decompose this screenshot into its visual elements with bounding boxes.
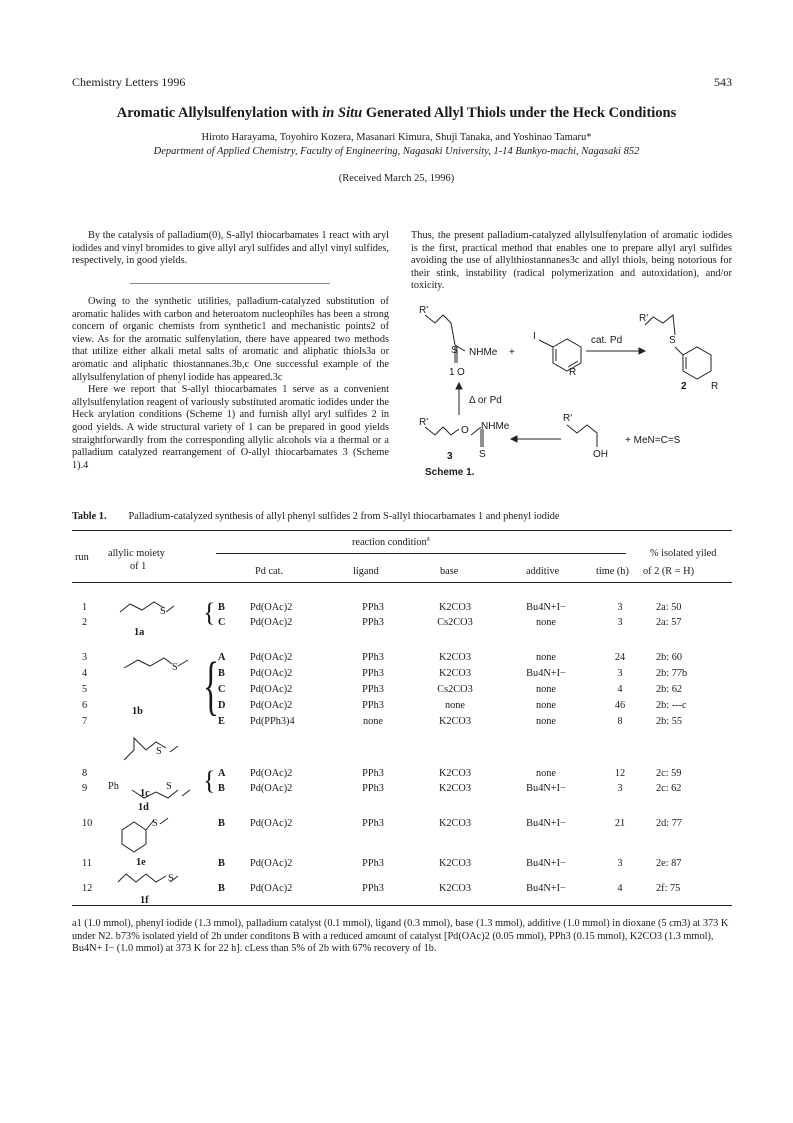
table-cell-additive: Bu4N+I− <box>526 883 566 894</box>
table-cell-yield: 2f: 75 <box>656 883 681 894</box>
sulfur-label: S <box>451 345 458 356</box>
compound-3-label: 3 <box>447 451 453 462</box>
condition-rule <box>216 553 626 554</box>
table-caption: Table 1. Palladium-catalyzed synthesis of allyl phenyl sulfides 2 from S-allyl thiocarbamates 1 and phenyl iodide <box>72 511 560 522</box>
abstract: By the catalysis of palladium(0), S-allyl thiocarbamates 1 react with aryl iodides and vinyl bromides to give allyl aryl sulfides and allyl vinyl sulfides, respectively, in good yields. <box>72 230 389 267</box>
table-cell-cond: A <box>218 652 226 663</box>
table-cell-pd: Pd(OAc)2 <box>250 700 293 711</box>
table-cell-additive: Bu4N+I− <box>526 858 566 869</box>
table-cell-ligand: none <box>362 716 383 727</box>
authors: Hiroto Harayama, Toyohiro Kozera, Masanari Kimura, Shuji Tanaka, and Yoshinao Tamaru* <box>201 132 592 143</box>
table-cell-base: Cs2CO3 <box>437 684 473 695</box>
table-cell-additive: Bu4N+I− <box>526 668 566 679</box>
table-cell-ligand: PPh3 <box>362 684 384 695</box>
table-cell-pd: Pd(OAc)2 <box>250 783 293 794</box>
table-cell-run: 4 <box>82 668 88 679</box>
table-cell-base: K2CO3 <box>438 652 472 663</box>
table-cell-ligand: PPh3 <box>362 652 384 663</box>
table-cell-ligand: PPh3 <box>362 783 384 794</box>
table-cell-pd: Pd(PPh3)4 <box>250 716 295 727</box>
moiety-label-1e: 1e <box>136 857 146 868</box>
table-cell-ligand: PPh3 <box>362 602 384 613</box>
hydroxyl-label: OH <box>593 449 608 460</box>
table-cell-pd: Pd(OAc)2 <box>250 858 293 869</box>
scheme-1 <box>411 305 732 495</box>
r-label: R <box>711 381 719 392</box>
table-cell-pd: Pd(OAc)2 <box>250 768 293 779</box>
table-cell-cond: B <box>218 783 225 794</box>
catalyst-label: cat. Pd <box>591 335 623 346</box>
table-cell-run: 12 <box>82 883 93 894</box>
compound-1-label: 1 <box>449 367 455 378</box>
phenyl-label: Ph <box>108 781 119 792</box>
table-cell-yield: 2c: 59 <box>656 768 682 779</box>
table-cell-ligand: PPh3 <box>362 617 384 628</box>
table-cell-additive: none <box>535 652 556 663</box>
table-cell-base: K2CO3 <box>438 883 472 894</box>
table-cell-run: 6 <box>82 700 88 711</box>
table-cell-cond: C <box>218 684 226 695</box>
table-cell-yield: 2a: 50 <box>656 602 682 613</box>
table-cell-time: 4 <box>617 684 623 695</box>
nhme-label: NHMe <box>481 421 510 432</box>
table-cell-yield: 2b: ---c <box>656 700 687 711</box>
table-cell-time: 8 <box>617 716 623 727</box>
table-cell-base: K2CO3 <box>438 602 472 613</box>
header-moiety: allylic moiety <box>108 548 165 559</box>
table-cell-yield: 2b: 62 <box>656 684 683 695</box>
table-cell-time: 21 <box>614 818 626 829</box>
sulfur-label: S <box>156 746 162 757</box>
table-cell-cond: B <box>218 602 225 613</box>
sulfur-label: S <box>669 335 676 346</box>
header-base: base <box>440 566 459 577</box>
table-cell-additive: none <box>535 716 556 727</box>
table-cell-time: 3 <box>617 602 623 613</box>
table-cell-ligand: PPh3 <box>362 700 384 711</box>
header-rule <box>72 582 732 583</box>
header-run: run <box>75 552 89 563</box>
table-bottom-rule <box>72 905 732 906</box>
delta-or-pd-label: Δ or Pd <box>469 395 502 406</box>
table-cell-time: 3 <box>617 783 623 794</box>
moiety-label-1b: 1b <box>132 706 143 717</box>
header-pd-cat: Pd cat. <box>255 566 284 577</box>
table-cell-pd: Pd(OAc)2 <box>250 602 293 613</box>
table-cell-cond: E <box>218 716 225 727</box>
body-paragraph-1: Owing to the synthetic utilities, palladium-catalyzed substitution of aromatic halides with carbon and heteroatom nucleophiles has been a strong concern of organic chemists from synthetic1 and mechanistic points2 of view. As for the aromatic sulfenylation, there have appeared two methods that utilize either alkali metal salts of aromatic and aliphatic thiols3a or aromatic and aliphatic thiostannanes.3b,c One successful example of the allylsulfenylation of phenyl iodide has appeared.3c <box>72 296 389 383</box>
header-yield: % isolated yiled <box>650 548 717 559</box>
table-cell-yield: 2b: 55 <box>656 716 683 727</box>
compound-2-label: 2 <box>681 381 687 392</box>
table-cell-time: 3 <box>617 858 623 869</box>
table-cell-time: 12 <box>614 768 626 779</box>
header-yield-of: of 2 (R = H) <box>643 566 694 577</box>
group-brace: { <box>203 766 216 795</box>
table-cell-cond: B <box>218 668 225 679</box>
table-cell-ligand: PPh3 <box>362 668 384 679</box>
table-cell-run: 5 <box>82 684 88 695</box>
table-cell-yield: 2a: 57 <box>656 617 682 628</box>
r-prime-label: R' <box>419 417 429 428</box>
table-cell-pd: Pd(OAc)2 <box>250 617 293 628</box>
table-cell-run: 7 <box>82 716 88 727</box>
table-cell-run: 10 <box>82 818 93 829</box>
moiety-label-1d: 1d <box>138 802 149 813</box>
table-cell-time: 4 <box>617 883 623 894</box>
table-cell-additive: Bu4N+I− <box>526 602 566 613</box>
table-cell-pd: Pd(OAc)2 <box>250 818 293 829</box>
table-cell-time: 3 <box>617 617 623 628</box>
table-cell-cond: C <box>218 617 226 628</box>
r-prime-label: R' <box>419 305 429 316</box>
received-date: (Received March 25, 1996) <box>338 173 455 184</box>
group-brace: { <box>203 598 216 627</box>
table-cell-cond: B <box>218 858 225 869</box>
header-reaction-condition: reaction condition$^a$ <box>352 534 430 548</box>
table-cell-time: 3 <box>617 668 623 679</box>
table-cell-additive: none <box>535 617 556 628</box>
table-cell-ligand: PPh3 <box>362 858 384 869</box>
table-cell-run: 1 <box>82 602 88 613</box>
table-cell-base: Cs2CO3 <box>437 617 473 628</box>
table-cell-cond: B <box>218 883 225 894</box>
body-right-column: Thus, the present palladium-catalyzed allylsulfenylation of aromatic iodides is the first, practical method that enables one to prepare allyl aryl sulfides avoiding the use of allylthiostannanes3c and allyl thiols, being notorious for their stink, instability (radical polymerization and autoxidation), and/or toxicity. <box>411 230 732 292</box>
byproduct-label: + MeN=C=S <box>625 435 681 446</box>
table-cell-base: K2CO3 <box>438 716 472 727</box>
sulfur-label: S <box>172 662 178 673</box>
table-cell-base: K2CO3 <box>438 668 472 679</box>
table-cell-pd: Pd(OAc)2 <box>250 883 293 894</box>
moiety-label-1a: 1a <box>134 627 145 638</box>
table-cell-base: K2CO3 <box>438 818 472 829</box>
table-footnote: a1 (1.0 mmol), phenyl iodide (1.3 mmol), palladium catalyst (0.1 mmol), ligand (0.3 mmol), base (1.3 mmol), additive (1.0 mmol) in dioxane (5 cm3) at 373 K under N2. b73% isolated yield of 2b under conditons B with a reduced amount of catalyst [Pd(OAc)2 (0.05 mmol), PPh3 (0.15 mmol), K2CO3 (1.3 mmol), Bu4N+ I− (1.0 mmol) at 373 K for 22 h]. cLess than 5% of 2b with 67% recovery of 1b. <box>72 918 729 955</box>
table-cell-ligand: PPh3 <box>362 768 384 779</box>
plus-sign: + <box>509 347 515 358</box>
sulfur-label: S <box>152 818 158 829</box>
sulfur-label: S <box>479 449 486 460</box>
table-cell-ligand: PPh3 <box>362 883 384 894</box>
table-cell-pd: Pd(OAc)2 <box>250 684 293 695</box>
allylic-moiety-structures <box>108 592 238 902</box>
table-cell-time: 46 <box>614 700 626 711</box>
table-cell-base: K2CO3 <box>438 858 472 869</box>
table-cell-base: K2CO3 <box>438 768 472 779</box>
sulfur-label: S <box>166 781 172 792</box>
r-prime-label: R' <box>563 413 573 424</box>
oxygen-label: O <box>457 367 465 378</box>
table-cell-pd: Pd(OAc)2 <box>250 652 293 663</box>
moiety-label-1f: 1f <box>140 895 149 906</box>
table-cell-cond: B <box>218 818 225 829</box>
table-cell-time: 24 <box>614 652 626 663</box>
r-prime-label: R' <box>639 313 649 324</box>
table-cell-run: 11 <box>82 858 92 869</box>
table-cell-run: 2 <box>82 617 88 628</box>
table-cell-yield: 2b: 77b <box>656 668 688 679</box>
header-time: time (h) <box>596 566 629 577</box>
iodine-label: I <box>533 331 536 342</box>
header-ligand: ligand <box>353 566 379 577</box>
journal-name: Chemistry Letters 1996 <box>72 75 186 89</box>
table-cell-run: 8 <box>82 768 88 779</box>
table-cell-base: K2CO3 <box>438 783 472 794</box>
r-label: R <box>569 367 577 378</box>
table-cell-additive: none <box>535 700 556 711</box>
sulfur-label: S <box>160 606 166 617</box>
table-cell-additive: none <box>535 684 556 695</box>
header-moiety-of: of 1 <box>130 561 147 572</box>
affiliation: Department of Applied Chemistry, Faculty of Engineering, Nagasaki University, 1-14 Bunkyo-machi, Nagasaki 852 <box>153 146 640 157</box>
body-paragraph-2: Here we report that S-allyl thiocarbamates 1 serve as a convenient allylsulfenylation reagent of variously substituted aromatic iodides under the Heck arylation conditions (Scheme 1) and furnish allyl aryl sulfides 2 in good yields. A wide structural variety of 1 can be prepared in good yields straightforwardly from the corresponding allylic alcohols via a thermal or a palladium catalyzed rearrangement of O-allyl thiocarbamates 3 (Scheme 1).4 <box>72 384 389 471</box>
table-cell-cond: A <box>218 768 226 779</box>
header-additive: additive <box>526 566 560 577</box>
table-cell-yield: 2d: 77 <box>656 818 683 829</box>
table-cell-pd: Pd(OAc)2 <box>250 668 293 679</box>
table-top-rule <box>72 530 732 531</box>
page-number: 543 <box>714 75 732 89</box>
table-cell-yield: 2e: 87 <box>656 858 682 869</box>
table-cell-cond: D <box>218 700 226 711</box>
table-cell-yield: 2c: 62 <box>656 783 682 794</box>
table-cell-ligand: PPh3 <box>362 818 384 829</box>
table-cell-additive: Bu4N+I− <box>526 818 566 829</box>
abstract-divider <box>130 283 330 284</box>
article-title: Aromatic Allylsulfenylation with in Situ Generated Allyl Thiols under the Heck Conditions <box>116 105 677 121</box>
table-cell-base: none <box>444 700 465 711</box>
table-cell-additive: none <box>535 768 556 779</box>
nhme-label: NHMe <box>469 347 498 358</box>
table-cell-run: 9 <box>82 783 88 794</box>
oxygen-label: O <box>461 425 469 436</box>
moiety-label-1c: 1c <box>140 788 150 799</box>
sulfur-label: S <box>168 873 174 884</box>
group-brace: { <box>203 649 219 722</box>
table-cell-yield: 2b: 60 <box>656 652 683 663</box>
table-cell-run: 3 <box>82 652 88 663</box>
table-cell-additive: Bu4N+I− <box>526 783 566 794</box>
body-left-column <box>72 296 389 472</box>
scheme-caption: Scheme 1. <box>425 467 475 478</box>
